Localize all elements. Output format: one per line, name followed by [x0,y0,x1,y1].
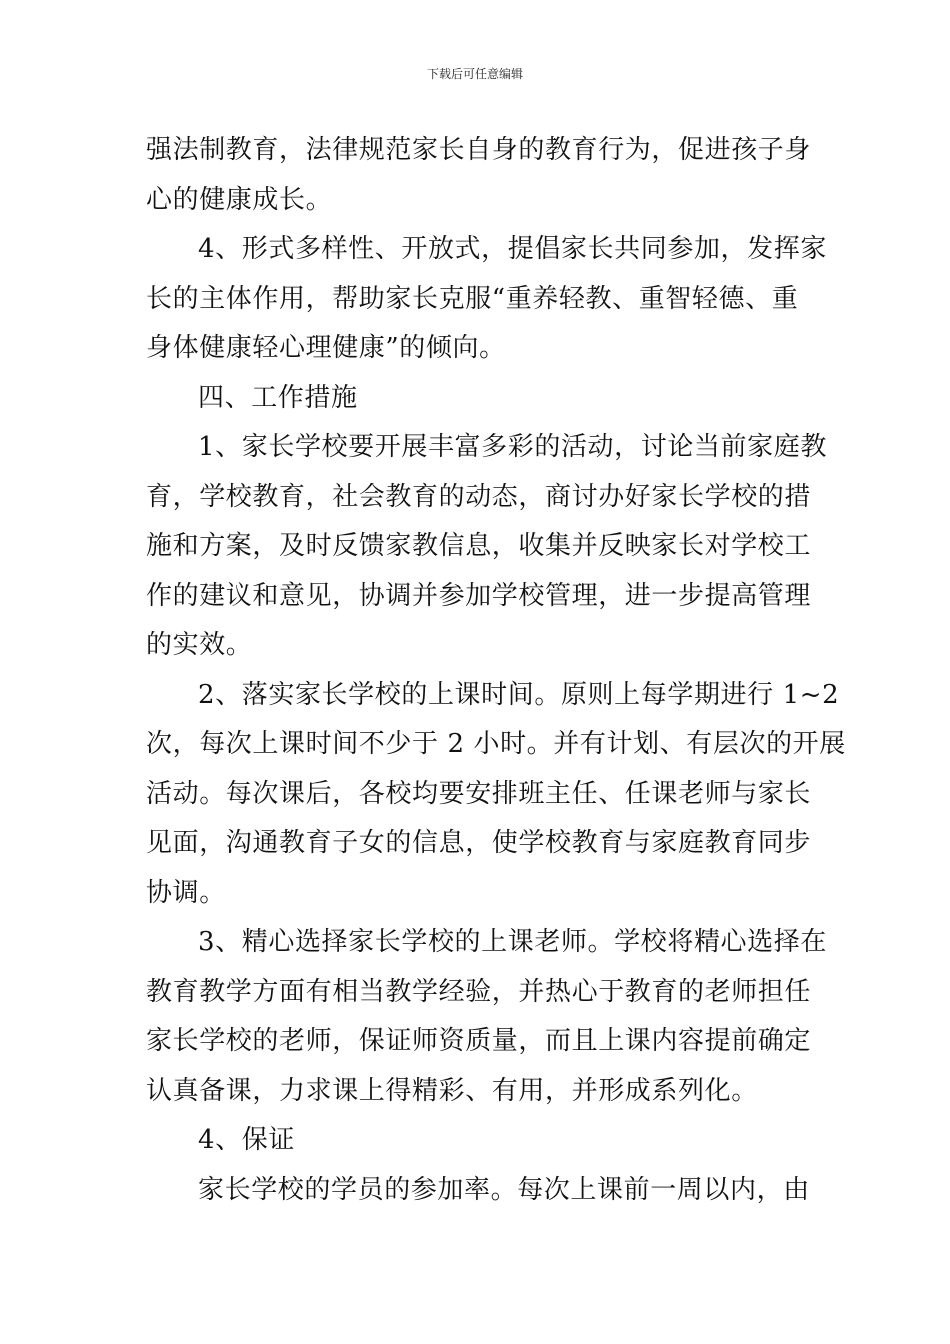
text-line: 育，学校教育，社会教育的动态，商讨办好家长学校的措 [146,481,812,512]
body-text [146,126,846,1215]
text-line: 2、落实家长学校的上课时间。原则上每学期进行 1~2 [198,679,840,710]
text-line: 家长学校的学员的参加率。每次上课前一周以内，由 [198,1174,810,1205]
text-line: 次，每次上课时间不少于 2 小时。并有计划、有层次的开展 [146,729,846,759]
text-line: 1、家长学校要开展丰富多彩的活动，讨论当前家庭教 [198,432,827,462]
text-line: 施和方案，及时反馈家教信息，收集并反映家长对学校工 [146,531,812,561]
page-header: 下载后可任意编辑 [426,67,523,81]
text-line: 强法制教育，法律规范家长自身的教育行为，促进孩子身 [146,135,812,165]
text-line: 长的主体作用，帮助家长克服“重养轻教、重智轻德、重 [146,283,799,314]
text-line: 4、保证 [198,1125,295,1155]
text-line: 见面，沟通教育子女的信息，使学校教育与家庭教育同步 [146,828,812,858]
text-line: 活动。每次课后，各校均要安排班主任、任课老师与家长 [146,778,812,809]
text-line: 心的健康成长。 [146,184,333,215]
text-line: 3、精心选择家长学校的上课老师。学校将精心选择在 [198,927,827,957]
text-line: 身体健康轻心理健康”的倾向。 [146,333,506,363]
section-heading: 四、工作措施 [198,382,358,413]
text-line: 家长学校的老师，保证师资质量，而且上课内容提前确定 [146,1026,812,1056]
text-line: 认真备课，力求课上得精彩、有用，并形成系列化。 [146,1075,758,1106]
text-line: 教育教学方面有相当教学经验，并热心于教育的老师担任 [146,976,812,1007]
text-line: 4、形式多样性、开放式，提倡家长共同参加，发挥家 [198,234,827,264]
text-line: 协调。 [146,877,226,908]
text-line: 作的建议和意见，协调并参加学校管理，进一步提高管理 [146,580,812,611]
text-line: 的实效。 [146,630,253,660]
